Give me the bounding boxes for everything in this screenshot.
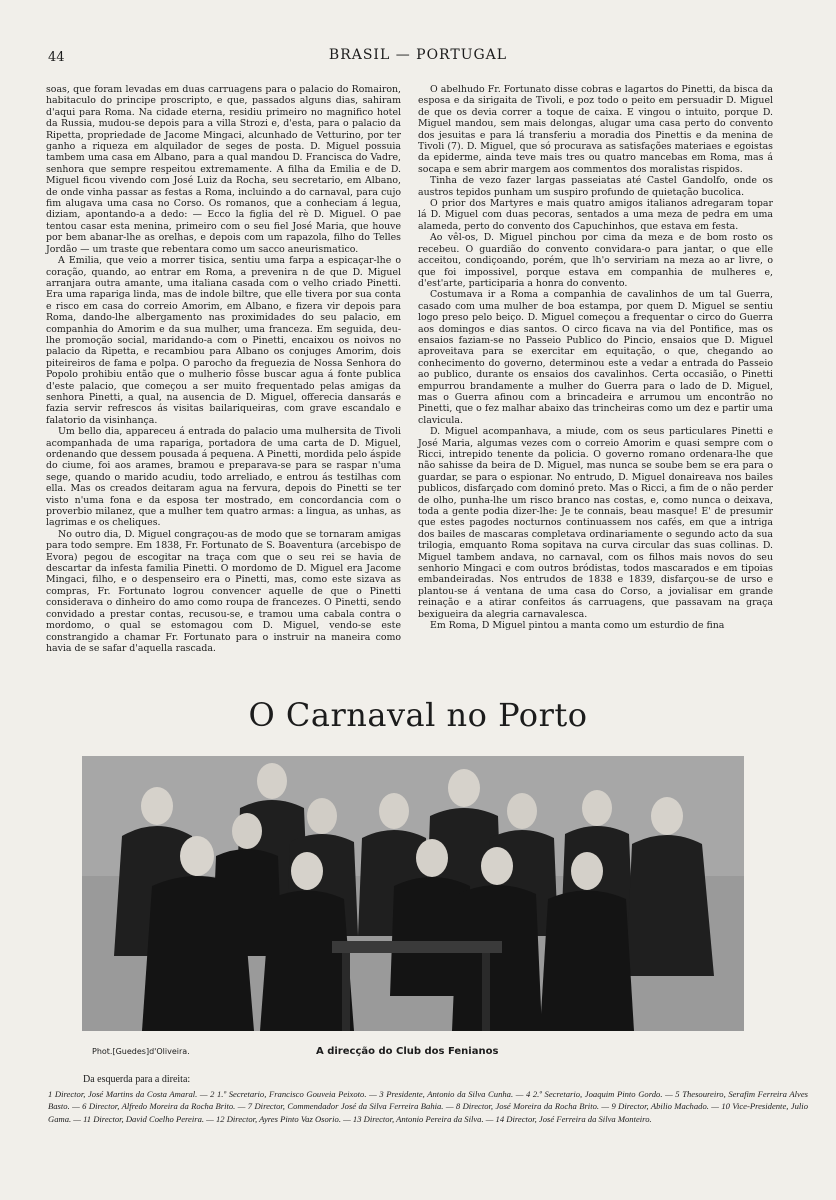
left-paragraph-3: Um bello dia, appareceu á entrada do palacio uma mulhersita de Tivoli acompanhada de uma rapariga, portadora de uma carta de D. Miguel, ordenando que dessem pousada á pequena. A Pinetti, mordida pelo áspide do ciume, foi aos arames, bramou e preparava-se para se raspar n'uma sege, quando o marido acudiu, todo arreliado, e entrou ás testilhas com ella. Mas os creados deitaram agua na fervura, depois do Pinetti se ter visto n'uma fona e da esposa ter mostrado, em concordancia com o proverbio milanez, que a mulher tem quatro armas: a lingua, as unhas, as lagrimas e os cheliques. [46,426,401,529]
right-paragraph-1: O abelhudo Fr. Fortunato disse cobras e lagartos do Pinetti, da bisca da esposa e da sirigaita de Tivoli, e poz todo o peito em persuadir D. Miguel de que os devia correr a toque de caixa. E vingou o intuito, porque D. Miguel mandou, sem mais delongas, alugar uma casa perto do convento dos jesuitas e para lá transferiu a moradia dos Pinettis e da menina de Tivoli (7). D. Miguel, que só procurava as satisfações materiaes e egoistas da epiderme, ainda teve mais tres ou quatro mancebas em Roma, mas á socapa e sem abrir margem aos commentos dos moralistas rispidos. [418,84,773,175]
right-column [418,84,773,632]
group-photo-figures [82,756,744,1031]
group-photograph [82,756,744,1031]
caption-intro: Da esquerda para a direita: [83,1074,191,1085]
section-title: O Carnaval no Porto [248,696,588,734]
photo-credit: Phot.[Guedes]d'Oliveira. [92,1047,190,1056]
left-paragraph-2: A Emilia, que veio a morrer tisica, sentiu uma farpa a espicaçar-lhe o coração, quando, ao entrar em Roma, a prevenira n de que D. Miguel arranjara outra amante, uma italiana casada com o velho criado Pinetti. Era uma rapariga linda, mas de indole biltre, que elle tivera por sua conta e risco em casa do correio Amorim, em Albano, e fizera vir depois para Roma, dando-lhe albergamento nas proximidades do seu palacio, em companhia do Amorim e da sua mulher, uma franceza. Em seguida, deu-lhe promoção social, maridando-a com o Pinetti, encaixou os noivos no palacio da Ripetta, e recambiou para Albano os conjuges Amorim, dois piteireiros de fama e polpa. O parocho da freguezia de Nossa Senhora do Popolo prohibiu então que o mulherio fôsse buscar agua á fonte publica d'este palacio, que começou a ser muito frequentado pelas amigas da senhora Pinetti, a qual, na ausencia de D. Miguel, offerecia dansarás e fazia servir refrescos ás visitas bailariqueiras, com grave escandalo e falatorio da visinhança. [46,255,401,426]
right-paragraph-4: Ao vêl-os, D. Miguel pinchou por cima da meza e de bom rosto os recebeu. O guardião do convento convidara-o para jantar, o que elle acceitou, condiçoando, porém, que lh'o serviriam na meza ao ar livre, o que foi impossivel, porque estava em companhia de mulheres e, d'est'arte, participaria a honra do convento. [418,232,773,289]
photo-caption-title: A direcção do Club dos Fenianos [316,1046,499,1057]
right-paragraph-7: Em Roma, D Miguel pintou a manta como um esturdio de fina [430,620,725,632]
caption-name-list: 1 Director, José Martins da Costa Amaral. — 2 1.º Secretario, Francisco Gouveia Peixoto. — 3 Presidente, Antonio da Silva Cunha. — 4 2.º Secretario, Joaquim Pinto Gordo. — 5 Thesoureiro, Serafim Ferreira Alves Basto. — 6 Director, Alfredo Moreira da Rocha Brito. — 7 Director, Commendador José da Silva Ferreira Bahia. — 8 Director, José Moreira da Rocha Brito. — 9 Director, Abilio Machado. — 10 Vice-Presidente, Julio Gama. — 11 Director, David Coelho Pereira. — 12 Director, Ayres Pinto Vaz Osorio. — 13 Director, Antonio Pereira da Silva. — 14 Director, José Ferreira da Silva Monteiro. [48,1089,808,1124]
right-paragraph-3: O prior dos Martyres e mais quatro amigos italianos adregaram topar lá D. Miguel com duas pecoras, sentados a uma meza de pedra em uma alameda, perto do convento dos Capuchinhos, que estava em festa. [418,198,773,232]
left-column [46,84,401,654]
right-paragraph-6: D. Miguel acompanhava, a miude, com os seus particulares Pinetti e José Maria, algumas vezes com o correio Amorim e quasi sempre com o Ricci, intrepido tenente da policia. O governo romano ordenara-lhe que não sahisse da beira de D. Miguel, mas nunca se soube bem se era para o guardar, se para o espionar. No entrudo, D. Miguel donaireava nos bailes publicos, disfarçado com dominó preto. Mas o Ricci, a fim de o não perder de olho, punha-lhe um risco branco nas costas, e, como nunca o deixava, toda a gente podia dizer-lhe: Je te connais, beau masque! E' de presumir que estes pagodes nocturnos continuassem nos cafés, em que a intriga dos bailes de mascaras completava ordinariamente o segundo acto da sua trilogia, emquanto Roma sopitava na curva circular das suas collinas. D. Miguel tambem andava, no carnaval, com os filhos mais novos do seu senhorio Mingaci e com outros bródistas, todos mascarados e em tipoias embandeiradas. Nos entrudos de 1838 e 1839, disfarçou-se de urso e plantou-se á ventana de uma casa do Corso, a jovialisar em grande reinação e a atirar confeitos ás carruagens, que passavam na graça bexigueira da alegria carnavalesca. [418,426,773,620]
left-paragraph-1: soas, que foram levadas em duas carruagens para o palacio do Romairon, habitaculo do principe proscripto, e que, passados alguns dias, sahiram d'aqui para Roma. Na cidade eterna, residiu primeiro no magnifico hotel da Russia, mudou-se depois para a villa Strozi e, d'esta, para o palacio da Ripetta, propriedade de Jacome Mingaci, alcunhado de Vetturino, por ter ganho a riqueza em alquilador de seges de posta. D. Miguel possuia tambem uma casa em Albano, para a qual mandou D. Francisca do Vadre, senhora que sempre respeitou extremamente. A filha da Emilia e de D. Miguel ficou vivendo com José Luiz da Rocha, seu secretario, em Albano, de onde vinha passar as festas a Roma, incluindo a do carnaval, para cujo fim alugava uma casa no Corso. Os romanos, que a conheciam á legua, diziam, apontando-a a dedo: — Ecco la figlia del rè D. Miguel. O pae tentou casar esta menina, primeiro com o seu fiel José Maria, que houve por bem abanar-lhe as orelhas, e depois com um rapazola, filho do Telles Jordão — um traste que rebentara como um sacco aneurismatico. [46,84,401,255]
page-number: 44 [48,50,65,65]
right-paragraph-2: Tinha de vezo fazer largas passeiatas até Castel Gandolfo, onde os austros tepidos punham um suspiro profundo de quietação bucolica. [418,175,773,198]
running-head: BRASIL — PORTUGAL [328,47,508,63]
right-paragraph-5: Costumava ir a Roma a companhia de cavalinhos de um tal Guerra, casado com uma mulher de boa estampa, por quem D. Miguel se sentiu logo preso pelo beiço. D. Miguel começou a frequentar o circo do Guerra aos domingos e dias santos. O circo ficava na via del Pontifice, mas os ensaios faziam-se no Passeio Publico do Pincio, ensaios que D. Miguel aproveitava para se exercitar em equitação, o que, chegando ao conhecimento do governo, determinou este a vedar a entrada do Passeio ao publico, durante os ensaios dos cavalinhos. Certa occasião, o Pinetti empurrou brandamente a mulher do Guerra para o lado de D. Miguel, mas o Guerra afinou com a brincadeira e arrumou um encontrão no Pinetti, que o fez malhar abaixo das trincheiras como um dez e partir uma clavicula. [418,289,773,426]
left-paragraph-4: No outro dia, D. Miguel congraçou-as de modo que se tornaram amigas para todo sempre. Em 1838, Fr. Fortunato de S. Boaventura (arcebispo de Evora) pegou de escogitar na traça com que o seu rei se havia de descartar da infesta familia Pinetti. O mordomo de D. Miguel era Jacome Mingaci, filho, e o despenseiro era o Pinetti, mas, como este sizava as compras, Fr. Fortunato logrou convencer aquelle de que o Pinetti considerava o dinheiro do amo como roupa de francezes. O Pinetti, sendo convidado a prestar contas, recusou-se, e tramou uma cabala contra o mordomo, o qual se estomagou com D. Miguel, vendo-se este constrangido a chamar Fr. Fortunato para o instruir na maneira como havia de se safar d'aquella rascada. [46,528,401,654]
